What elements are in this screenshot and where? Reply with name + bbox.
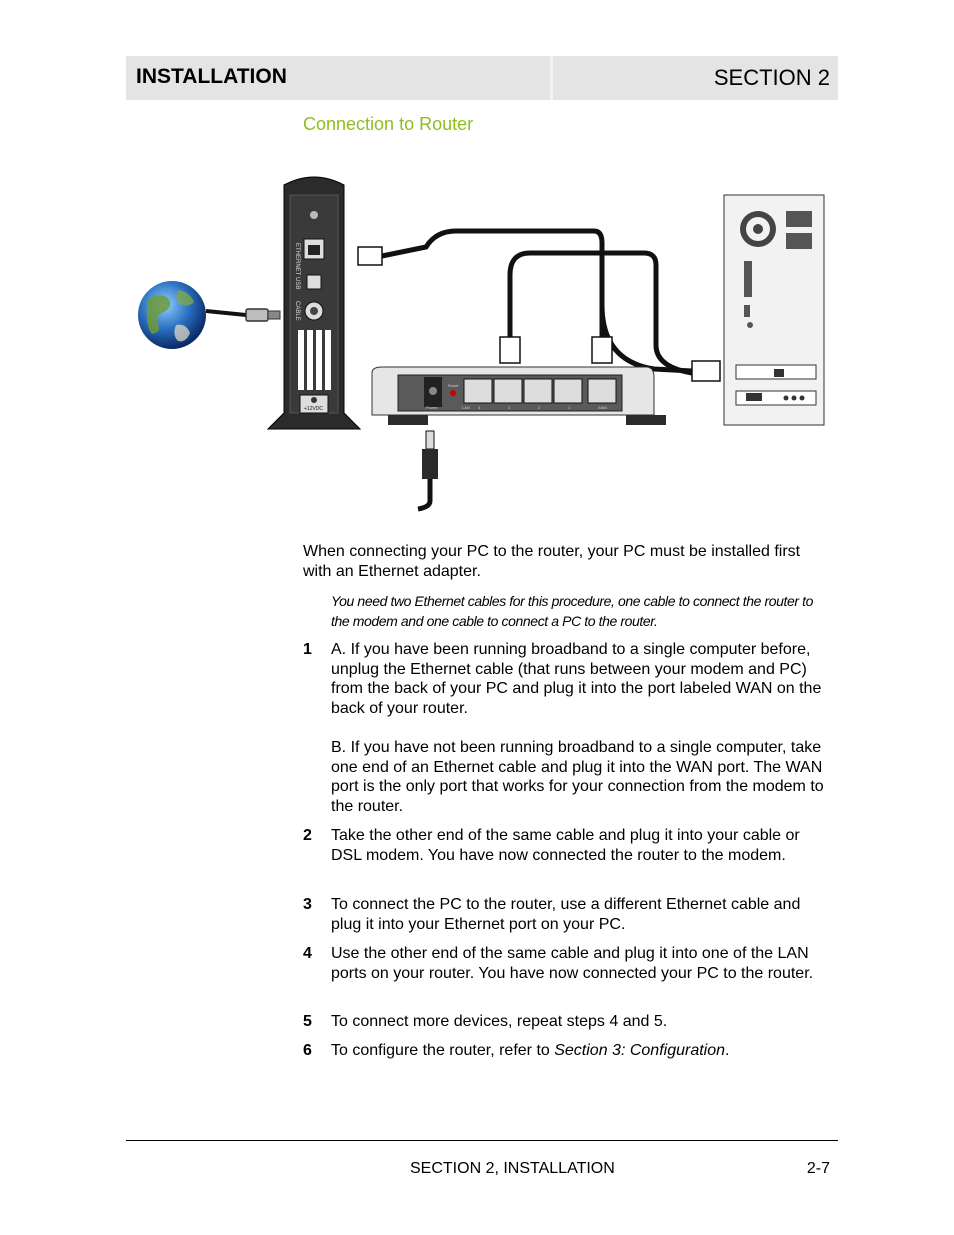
header-section: SECTION 2 xyxy=(713,65,830,90)
router-power-label: Power xyxy=(426,405,438,410)
step-2-text: Take the other end of the same cable and plug it into your cable or DSL modem. You have now connected the router to the modem. xyxy=(331,827,800,864)
modem-ethernet-label: ETHERNET xyxy=(294,243,300,276)
step-5-text: To connect more devices, repeat steps 4 and 5. xyxy=(331,1013,668,1030)
step-6-suffix: . xyxy=(725,1042,730,1059)
step-6-prefix: To configure the router, refer to xyxy=(331,1042,555,1059)
header-title: INSTALLATION xyxy=(136,65,287,88)
step-number: 4 xyxy=(303,945,312,962)
internet-globe-icon xyxy=(138,281,206,349)
step-number: 1 xyxy=(303,641,312,658)
step-3-text: To connect the PC to the router, use a different Ethernet cable and plug it into your Ethernet port on your PC. xyxy=(331,896,801,933)
intro-paragraph: When connecting your PC to the router, your PC must be installed first with an Ethernet adapter. xyxy=(303,543,801,580)
footer-section-title: SECTION 2, INSTALLATION xyxy=(410,1160,615,1177)
router-wan-label: WAN xyxy=(598,405,608,410)
modem-cable-label: CABLE xyxy=(294,301,300,321)
ethernet-cable-lan xyxy=(500,253,720,381)
modem-power-label: +12VDC xyxy=(304,406,324,412)
step-6-text xyxy=(331,1041,834,1061)
section-3-reference: Section 3: Configuration xyxy=(554,1042,726,1059)
step-4-text: Use the other end of the same cable and plug it into one of the LAN ports on your router. You have now connected your PC to the router. xyxy=(331,945,814,982)
cable-modem xyxy=(268,177,360,429)
modem-usb-label: USB xyxy=(294,277,300,290)
step-number: 6 xyxy=(303,1042,312,1059)
footer-page-number: 2-7 xyxy=(806,1160,830,1177)
step-1b-text: B. If you have not been running broadband to a single computer, take one end of an Ethernet cable and plug it into the WAN port. The WAN port is the only port that works for your connection from the modem to the router. xyxy=(331,739,824,816)
router-port1-label: 1 xyxy=(568,405,571,410)
step-1a-text: A. If you have been running broadband to a single computer before, unplug the Ethernet cable (that runs between your modem and PC) from the back of your PC and plug it into the port labeled WAN on the back of your router. xyxy=(331,641,822,718)
header-divider xyxy=(550,56,553,100)
footer-rule xyxy=(126,1140,838,1141)
connection-diagram xyxy=(126,165,838,520)
pc-tower xyxy=(724,195,824,425)
coax-cable xyxy=(206,309,280,321)
step-number: 5 xyxy=(303,1013,312,1030)
router-port4-label: 4 xyxy=(478,405,481,410)
power-adapter-plug xyxy=(418,431,438,509)
note-paragraph: You need two Ethernet cables for this procedure, one cable to connect the router to the modem and one cable to connect a PC to the router. xyxy=(331,593,814,629)
router-lan-label: LAN xyxy=(462,405,470,410)
step-number: 3 xyxy=(303,896,312,913)
router-port3-label: 3 xyxy=(508,405,511,410)
section-subtitle: Connection to Router xyxy=(303,114,474,134)
step-number: 2 xyxy=(303,827,312,844)
router-reset-label: Reset xyxy=(448,383,459,388)
page-header xyxy=(126,56,838,100)
router-port2-label: 2 xyxy=(538,405,541,410)
router xyxy=(372,367,666,425)
